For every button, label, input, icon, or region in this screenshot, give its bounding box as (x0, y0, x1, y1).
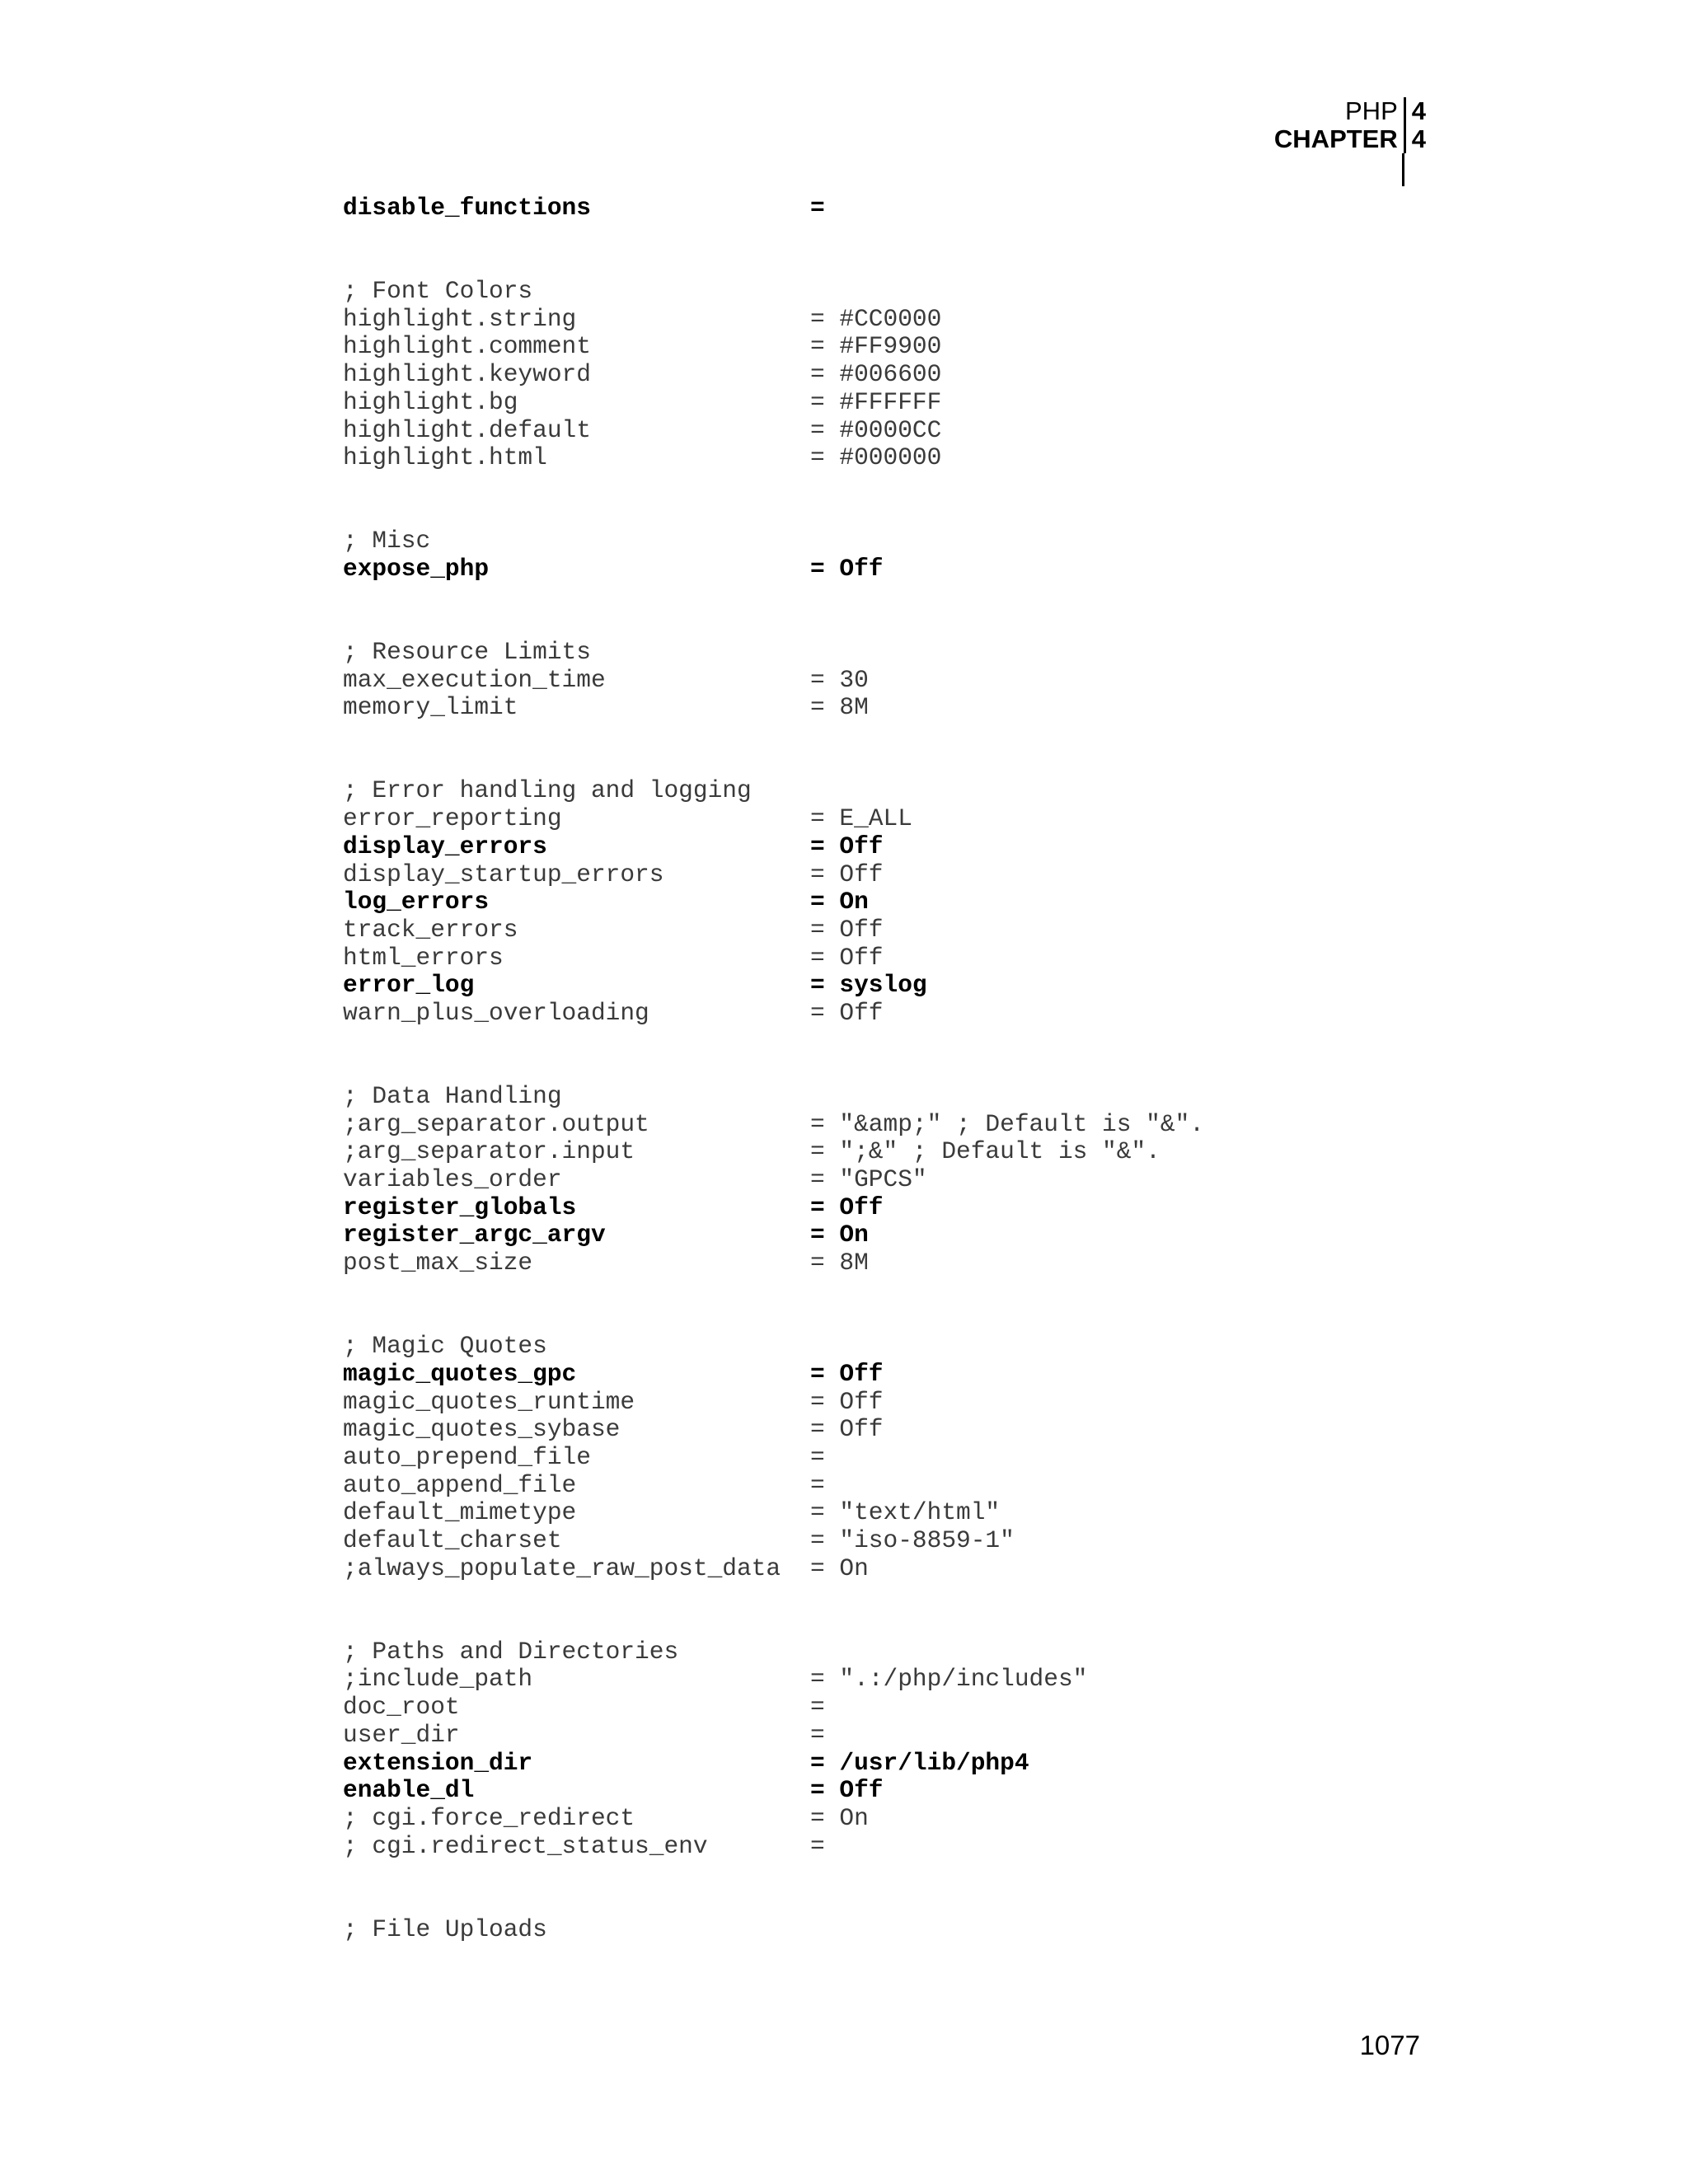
config-value: = #FFFFFF (810, 387, 942, 416)
config-key: post_max_size (343, 1249, 533, 1277)
config-key: highlight.html (343, 443, 547, 472)
config-key: disable_functions (343, 194, 591, 222)
config-key: track_errors (343, 915, 518, 944)
config-key: max_execution_time (343, 665, 606, 694)
config-value: = syslog (810, 971, 927, 1000)
config-value: = (810, 1720, 825, 1749)
config-key: variables_order (343, 1165, 562, 1194)
config-key: display_errors (343, 832, 547, 860)
running-header (1274, 97, 1426, 153)
config-value: = 30 (810, 665, 869, 694)
config-key: display_startup_errors (343, 860, 664, 888)
config-value: = Off (810, 832, 884, 860)
config-value: = Off (810, 1359, 884, 1388)
config-key: highlight.default (343, 415, 591, 444)
config-key: ; Data Handling (343, 1082, 562, 1110)
config-key: highlight.string (343, 304, 577, 333)
config-key: magic_quotes_sybase (343, 1415, 621, 1444)
config-key: magic_quotes_runtime (343, 1387, 635, 1416)
config-value: = On (810, 1803, 869, 1832)
config-key: ; Error handling and logging (343, 776, 752, 805)
config-key: enable_dl (343, 1776, 475, 1805)
config-value: = ".:/php/includes" (810, 1665, 1088, 1694)
config-key: highlight.bg (343, 387, 518, 416)
config-key: ; cgi.redirect_status_env (343, 1831, 708, 1860)
config-key: auto_prepend_file (343, 1442, 591, 1471)
config-key: doc_root (343, 1693, 460, 1722)
config-value: = Off (810, 915, 884, 944)
config-value: = #0000CC (810, 415, 942, 444)
chapter-label: CHAPTER (1273, 124, 1398, 153)
header-rule (1402, 153, 1404, 186)
config-key: ;arg_separator.output (343, 1109, 649, 1138)
config-key: highlight.keyword (343, 360, 591, 389)
config-key: default_mimetype (343, 1498, 577, 1527)
config-value: = "text/html" (810, 1498, 1001, 1527)
config-key: register_argc_argv (343, 1221, 606, 1249)
config-key: default_charset (343, 1526, 562, 1554)
config-value: = #000000 (810, 443, 942, 472)
config-value: = 8M (810, 693, 869, 722)
part-number: 4 (1404, 97, 1426, 125)
config-value: = Off (810, 1776, 884, 1805)
chapter-number: 4 (1404, 125, 1426, 153)
config-value: = "&amp;" ; Default is "&". (810, 1109, 1204, 1138)
config-value: = #CC0000 (810, 304, 942, 333)
config-value: = #006600 (810, 360, 942, 389)
config-key: magic_quotes_gpc (343, 1359, 577, 1388)
config-value: = Off (810, 1415, 884, 1444)
config-value: = On (810, 888, 869, 916)
config-key: error_reporting (343, 804, 562, 833)
config-key: ; File Uploads (343, 1915, 547, 1943)
config-key: ; Misc (343, 527, 431, 555)
page-number: 1077 (1359, 2030, 1420, 2060)
config-key: ; Font Colors (343, 277, 533, 306)
config-value: = Off (810, 943, 884, 972)
config-value: = E_ALL (810, 804, 912, 833)
config-value: = /usr/lib/php4 (810, 1748, 1029, 1777)
config-key: ;arg_separator.input (343, 1137, 635, 1166)
config-key: register_globals (343, 1193, 577, 1221)
config-value: = Off (810, 860, 884, 888)
config-value: = (810, 194, 825, 222)
config-key: auto_append_file (343, 1470, 577, 1499)
config-value: = Off (810, 1193, 884, 1221)
config-key: expose_php (343, 554, 490, 583)
config-key: highlight.comment (343, 332, 591, 361)
part-label: PHP (1345, 96, 1398, 125)
part-heading (1274, 97, 1426, 125)
config-value: = On (810, 1554, 869, 1582)
config-key: log_errors (343, 888, 490, 916)
config-value: = ";&" ; Default is "&". (810, 1137, 1160, 1166)
config-key: ; Magic Quotes (343, 1332, 547, 1361)
config-value: = On (810, 1221, 869, 1249)
config-value: = "iso-8859-1" (810, 1526, 1015, 1554)
config-value: = Off (810, 998, 884, 1027)
config-value: = (810, 1442, 825, 1471)
config-value: = 8M (810, 1249, 869, 1277)
chapter-heading (1274, 125, 1426, 153)
config-key: memory_limit (343, 693, 518, 722)
config-key: ;include_path (343, 1665, 533, 1694)
config-key: user_dir (343, 1720, 460, 1749)
config-value: = "GPCS" (810, 1165, 927, 1194)
config-key: error_log (343, 971, 475, 1000)
config-key: extension_dir (343, 1748, 533, 1777)
config-key: ; cgi.force_redirect (343, 1803, 635, 1832)
config-key: warn_plus_overloading (343, 998, 649, 1027)
config-key: ; Paths and Directories (343, 1637, 679, 1666)
config-value: = Off (810, 1387, 884, 1416)
config-value: = (810, 1831, 825, 1860)
config-value: = (810, 1470, 825, 1499)
config-key: html_errors (343, 943, 504, 972)
config-value: = #FF9900 (810, 332, 942, 361)
config-value: = Off (810, 554, 884, 583)
config-key: ; Resource Limits (343, 638, 591, 666)
config-key: ;always_populate_raw_post_data (343, 1554, 781, 1582)
config-value: = (810, 1693, 825, 1722)
